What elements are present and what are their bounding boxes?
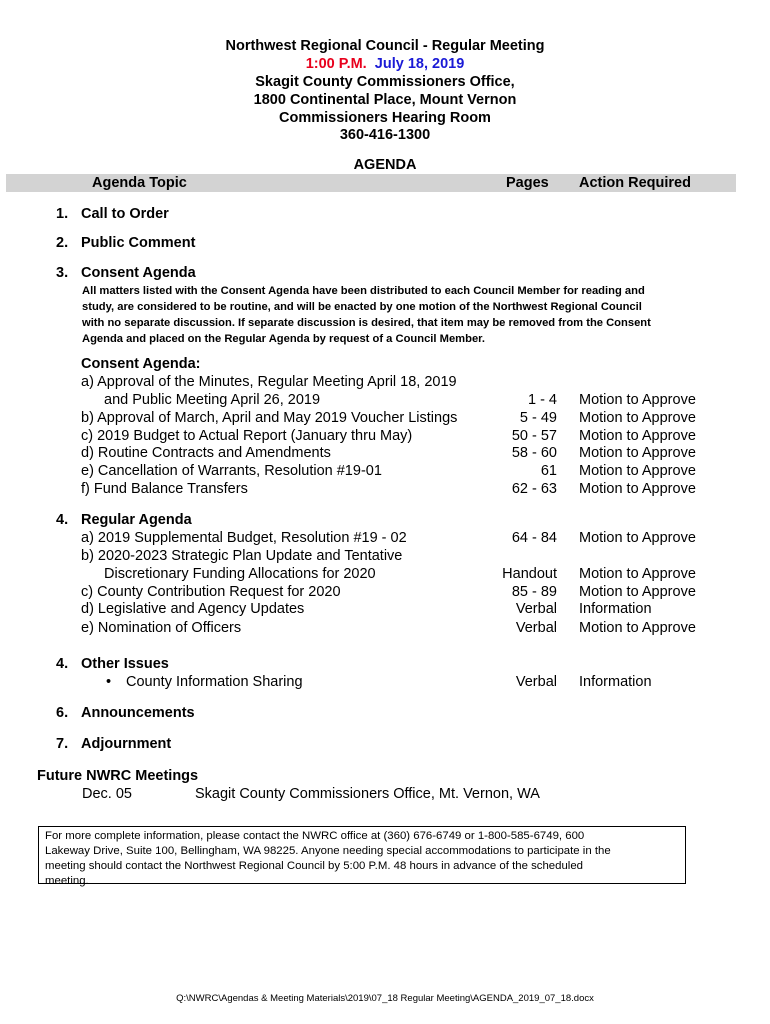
- section-title: Other Issues: [81, 656, 169, 672]
- section-number: 2.: [56, 235, 69, 251]
- agenda-heading: AGENDA: [353, 157, 417, 173]
- consent-item-a-line1: a) Approval of the Minutes, Regular Meeting April 18, 2019: [81, 374, 457, 390]
- meeting-time: 1:00 P.M.: [305, 56, 367, 72]
- consent-item-e-pages: 61: [540, 463, 557, 479]
- regular-item-b-action: Motion to Approve: [579, 566, 696, 582]
- contact-line: meeting should contact the Northwest Regional Council by 5:00 P.M. 48 hours in advance of the scheduled: [45, 860, 584, 872]
- regular-item-a: a) 2019 Supplemental Budget, Resolution #19 - 02: [81, 530, 407, 546]
- section-title: Call to Order: [81, 206, 169, 222]
- contact-line: Lakeway Drive, Suite 100, Bellingham, WA 98225. Anyone needing special accommodations to participate in the: [45, 845, 611, 857]
- meeting-venue: Skagit County Commissioners Office,: [255, 74, 515, 90]
- section-title: Consent Agenda: [81, 265, 196, 281]
- other-item: County Information Sharing: [126, 674, 303, 690]
- consent-item-b: b) Approval of March, April and May 2019 Voucher Listings: [81, 410, 458, 426]
- consent-item-b-action: Motion to Approve: [579, 410, 696, 426]
- section-number: 4.: [56, 656, 69, 672]
- consent-item-c: c) 2019 Budget to Actual Report (January thru May): [81, 428, 413, 444]
- section-adjournment: [56, 736, 456, 754]
- section-announcements: [56, 705, 456, 723]
- document-file-path: Q:\NWRC\Agendas & Meeting Materials\2019\07_18 Regular Meeting\AGENDA_2019_07_18.docx: [176, 993, 594, 1004]
- section-consent-agenda: [56, 265, 456, 283]
- regular-item-e-action: Motion to Approve: [579, 620, 696, 636]
- consent-note-line: with no separate discussion. If separate discussion is desired, that item may be removed from the Consent: [82, 317, 651, 329]
- consent-note-line: study, are considered to be routine, and will be enacted by one motion of the Northwest Regional Council: [82, 301, 642, 313]
- column-pages: Pages: [506, 175, 549, 191]
- consent-item-c-pages: 50 - 57: [511, 428, 557, 444]
- regular-item-c-pages: 85 - 89: [511, 584, 557, 600]
- section-number: 4.: [56, 512, 69, 528]
- regular-item-d: d) Legislative and Agency Updates: [81, 601, 305, 617]
- regular-item-d-action: Information: [579, 601, 652, 617]
- regular-item-e: e) Nomination of Officers: [81, 620, 242, 636]
- consent-item-e: e) Cancellation of Warrants, Resolution #19-01: [81, 463, 382, 479]
- consent-item-f-pages: 62 - 63: [511, 481, 557, 497]
- contact-line: meeting.: [45, 875, 89, 887]
- other-item-pages: Verbal: [515, 674, 557, 690]
- meeting-title: Northwest Regional Council - Regular Meeting: [225, 38, 545, 54]
- consent-item-c-action: Motion to Approve: [579, 428, 696, 444]
- regular-item-b-pages: Handout: [502, 566, 557, 582]
- section-call-to-order: [56, 206, 456, 224]
- meeting-datetime: [0, 56, 770, 72]
- consent-item-f-action: Motion to Approve: [579, 481, 696, 497]
- meeting-phone: 360-416-1300: [339, 127, 431, 143]
- section-title: Regular Agenda: [81, 512, 192, 528]
- regular-item-e-pages: Verbal: [515, 620, 557, 636]
- consent-item-d: d) Routine Contracts and Amendments: [81, 445, 331, 461]
- section-title: Adjournment: [81, 736, 172, 752]
- regular-item-b-line1: b) 2020-2023 Strategic Plan Update and Tentative: [81, 548, 403, 564]
- regular-item-c-action: Motion to Approve: [579, 584, 696, 600]
- section-public-comment: [56, 235, 456, 253]
- section-regular-agenda: [56, 512, 456, 530]
- bullet-icon: •: [106, 674, 112, 690]
- section-number: 7.: [56, 736, 69, 752]
- consent-item-a-action: Motion to Approve: [579, 392, 696, 408]
- consent-note-line: Agenda and placed on the Regular Agenda by request of a Council Member.: [82, 333, 486, 345]
- column-agenda-topic: Agenda Topic: [92, 175, 187, 191]
- regular-item-a-pages: 64 - 84: [511, 530, 557, 546]
- section-title: Public Comment: [81, 235, 196, 251]
- regular-item-a-action: Motion to Approve: [579, 530, 696, 546]
- consent-item-d-pages: 58 - 60: [511, 445, 557, 461]
- consent-item-f: f) Fund Balance Transfers: [81, 481, 248, 497]
- consent-item-e-action: Motion to Approve: [579, 463, 696, 479]
- regular-item-b-line2: Discretionary Funding Allocations for 2020: [104, 566, 376, 582]
- section-other-issues: [56, 656, 456, 674]
- other-item-action: Information: [579, 674, 652, 690]
- contact-line: For more complete information, please contact the NWRC office at (360) 676-6749 or 1-800-585-6749, 600: [45, 830, 585, 842]
- section-number: 6.: [56, 705, 69, 721]
- regular-item-c: c) County Contribution Request for 2020: [81, 584, 341, 600]
- section-number: 3.: [56, 265, 69, 281]
- consent-item-a-line2: and Public Meeting April 26, 2019: [104, 392, 321, 408]
- section-number: 1.: [56, 206, 69, 222]
- column-header-bar: [6, 174, 736, 192]
- consent-subheading: Consent Agenda:: [81, 356, 201, 372]
- consent-note-line: All matters listed with the Consent Agenda have been distributed to each Council Member for reading and: [82, 285, 645, 297]
- regular-item-d-pages: Verbal: [515, 601, 557, 617]
- meeting-date: July 18, 2019: [374, 56, 465, 72]
- section-title: Announcements: [81, 705, 195, 721]
- future-meetings-heading: Future NWRC Meetings: [37, 768, 199, 784]
- consent-item-d-action: Motion to Approve: [579, 445, 696, 461]
- meeting-address: 1800 Continental Place, Mount Vernon: [253, 92, 517, 108]
- meeting-room: Commissioners Hearing Room: [279, 110, 491, 126]
- consent-note: [82, 283, 742, 347]
- contact-info-box: [38, 826, 686, 887]
- future-meeting-location: Skagit County Commissioners Office, Mt. Vernon, WA: [195, 786, 540, 802]
- consent-item-a-pages: 1 - 4: [527, 392, 557, 408]
- future-meeting-date: Dec. 05: [82, 786, 132, 802]
- column-action-required: Action Required: [579, 175, 691, 191]
- consent-item-b-pages: 5 - 49: [519, 410, 557, 426]
